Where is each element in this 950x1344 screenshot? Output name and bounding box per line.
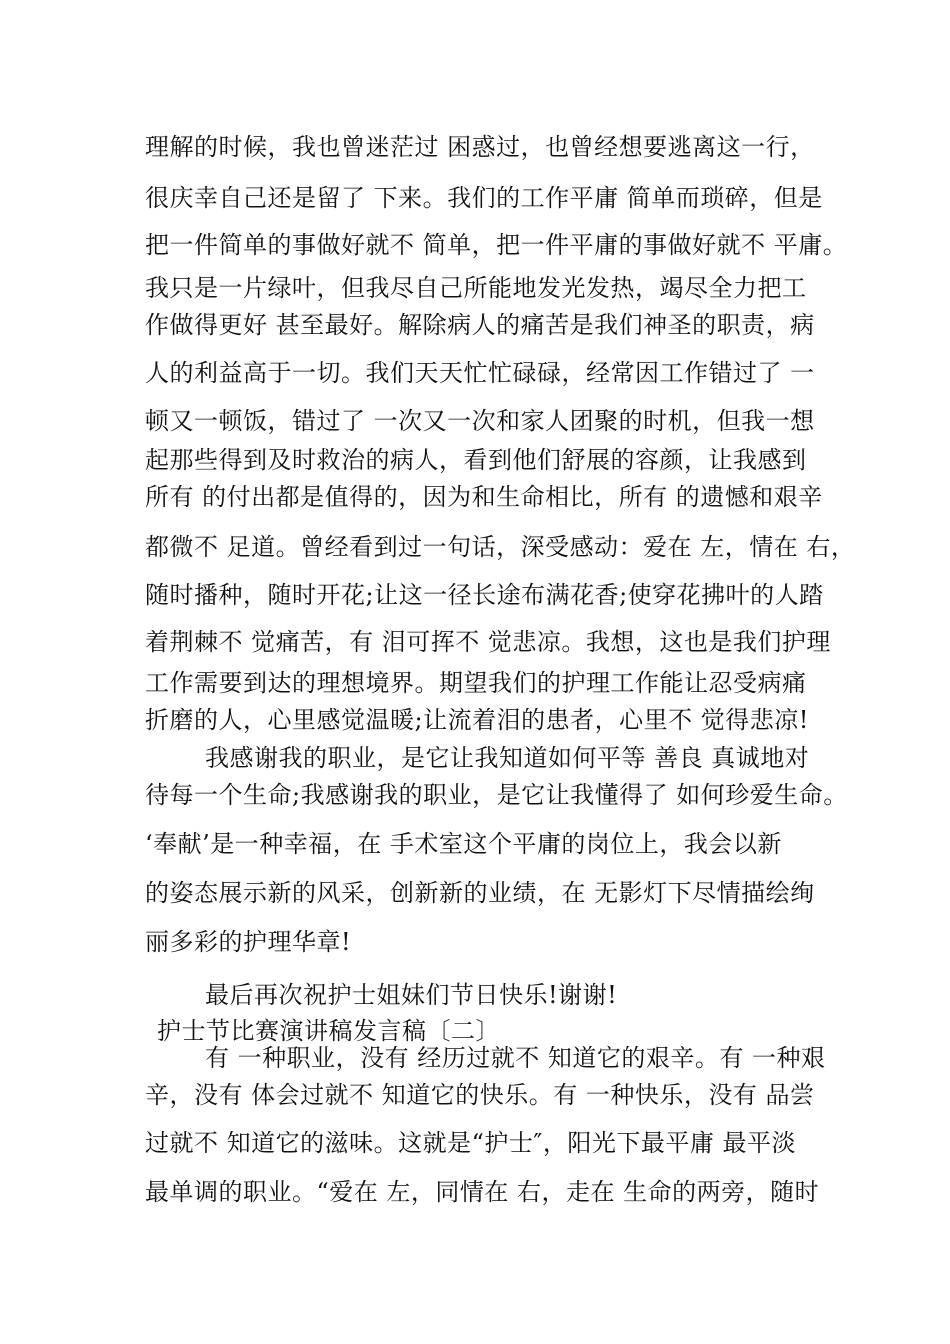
paragraph-line: 顿又一顿饭，错过了 一次又一次和家人团聚的时机，但我一想 (145, 407, 815, 435)
paragraph-line: 把一件简单的事做好就不 简单，把一件平庸的事做好就不 平庸。 (145, 231, 848, 259)
paragraph-line: 都微不 足道。曾经看到过一句话，深受感动：爱在 左，情在 右， (145, 533, 856, 561)
paragraph-line: 起那些得到及时救治的病人，看到他们舒展的容颜，让我感到 (145, 446, 807, 474)
paragraph-line: 随时播种，随时开花;让这一径长途布满花香;使穿花拂叶的人踏 (145, 581, 824, 609)
paragraph-line: 很庆幸自己还是留了 下来。我们的工作平庸 简单而琐碎，但是 (145, 184, 823, 212)
paragraph-line: 着荆棘不 觉痛苦，有 泪可挥不 觉悲凉。我想，这也是我们护理 (145, 628, 831, 656)
paragraph-line: 人的利益高于一切。我们天天忙忙碌碌，经常因工作错过了 一 (145, 359, 815, 387)
paragraph-line: 作做得更好 甚至最好。解除病人的痛苦是我们神圣的职责，病 (145, 311, 815, 339)
paragraph-line: 工作需要到达的理想境界。期望我们的护理工作能让忍受病痛 (145, 669, 807, 697)
paragraph-line: ‘奉献’是一种幸福，在 手术室这个平庸的岗位上，我会以新 (145, 830, 782, 858)
section-heading: 护士节比赛演讲稿发言稿〔二〕 (157, 1017, 500, 1045)
paragraph-line: 过就不 知道它的滋味。这就是“护士″，阳光下最平庸 最平淡 (145, 1129, 796, 1157)
paragraph-line: 有 一种职业，没有 经历过就不 知道它的艰辛。有 一种艰 (205, 1044, 826, 1072)
paragraph-line: 我只是一片绿叶，但我尽自己所能地发光发热，竭尽全力把工 (145, 274, 807, 302)
paragraph-line: 理解的时候，我也曾迷茫过 困惑过，也曾经想要逃离这一行， (145, 133, 815, 161)
paragraph-line: 的姿态展示新的风采，创新新的业绩，在 无影灯下尽情描绘绚 (145, 879, 815, 907)
paragraph-line: 丽多彩的护理华章! (145, 928, 352, 956)
paragraph-line: 我感谢我的职业，是它让我知道如何平等 善良 真诚地对 (205, 744, 810, 772)
paragraph-line: 待每一个生命;我感谢我的职业，是它让我懂得了 如何珍爱生命。 (145, 781, 848, 809)
paragraph-line: 辛，没有 体会过就不 知道它的快乐。有 一种快乐，没有 品尝 (145, 1081, 815, 1109)
closing-line: 最后再次祝护士姐妹们节日快乐!谢谢! (205, 981, 618, 1009)
paragraph-line: 折磨的人，心里感觉温暖;让流着泪的患者，心里不 觉得悲凉! (145, 706, 809, 734)
paragraph-line: 最单调的职业。“爱在 左，同情在 右，走在 生命的两旁，随时 (145, 1178, 820, 1206)
paragraph-line: 所有 的付出都是值得的，因为和生命相比，所有 的遗憾和艰辛 (145, 483, 823, 511)
